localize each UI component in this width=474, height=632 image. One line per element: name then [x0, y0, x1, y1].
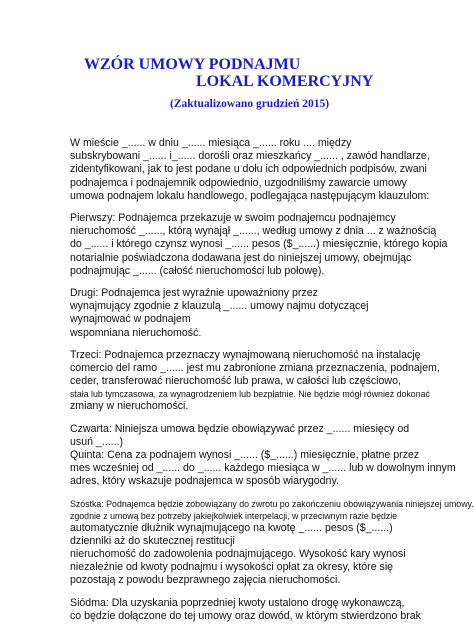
text-line: ceder, transferować nieruchomość lub prawa, w całości lub częściowo,: [70, 375, 401, 388]
text-line: notarialnie poświadczona dodawana jest do niniejszej umowy, obejmując: [70, 251, 412, 264]
text-line: wynajmować w podnajem: [70, 313, 191, 326]
text-line: Trzeci: Podnajemca przeznaczy wynajmowaną nieruchomość na instalację: [70, 348, 421, 361]
text-line: niezależnie od kwoty podnajmu i wysokości opłat za okresy, które się: [70, 561, 394, 574]
text-line: Drugi: Podnajemca jest wyraźnie upoważniony przez: [70, 287, 318, 300]
text-line-small: stała lub tymczasowa, za wynagrodzeniem lub bezpłatnie. Nie będzie mógł również dokonać: [70, 389, 430, 400]
text-line: do _...... i którego czynsz wynosi _...... pesos ($_......) miesięcznie, którego kopia: [70, 238, 448, 251]
text-line: podnajemca i podnajemnik odpowiednio, uzgodniliśmy zawarcie umowy: [70, 176, 407, 189]
paragraph-first: [70, 212, 448, 278]
text-line: subskrybowani _...... i_...... dorośli oraz mieszkańcy _...... , zawód handlarze,: [70, 150, 430, 163]
paragraph-third: [70, 349, 442, 414]
text-line: dzienniki aż do skutecznej restitucji: [70, 534, 235, 547]
text-line: nieruchomość do zadowolenia podnajmującego. Wysokość kary wynosi: [70, 548, 406, 561]
text-line: Czwarta: Niniejsza umowa będzie obowiązywać przez _...... miesięcy od: [70, 422, 410, 435]
paragraph-sixth: [70, 498, 474, 588]
text-line: Quinta: Cena za podnajem wynosi _...... ($_......) miesięcznie, płatne przez: [70, 449, 420, 462]
paragraph-seventh: [70, 597, 442, 623]
text-line-small: zgodnie z umową bez potrzeby jakiejkolwiek interpelacji, w przeciwnym razie będzie: [70, 510, 398, 521]
text-line: usuń _......): [70, 435, 123, 448]
document-subtitle: (Zaktualizowano grudzień 2015): [170, 98, 330, 110]
paragraph-intro: [70, 137, 442, 203]
text-line: comercio del ramo _...... jest mu zabronione zmiana przeznaczenia, podnajem,: [70, 362, 440, 375]
text-line: wspomniana nieruchomość.: [70, 326, 202, 339]
text-line: adres, który wskazuje podnajemca w sposób wiarygodny.: [70, 475, 339, 488]
text-line: podnajmując _...... (całość nieruchomości lub połowę).: [70, 264, 325, 277]
text-line: automatycznie dłużnik wynajmującego na kwotę _...... pesos ($_......): [70, 521, 393, 534]
text-line: mes wcześniej od _...... do _...... każdego miesiąca w _...... lub w dowolnym innym: [70, 462, 456, 475]
text-line: wynajmujący zgodnie z klauzulą _...... umowy najmu dotyczącej: [70, 300, 369, 313]
document-body: [70, 137, 474, 632]
text-line: pozostają z powodu bezprawnego zajęcia nieruchomości.: [70, 574, 341, 587]
document-title-line-2: LOKAL KOMERCYJNY: [196, 73, 374, 90]
document-title-line-1: WZÓR UMOWY PODNAJMU: [84, 56, 301, 73]
text-line: umowa podnajem lokalu handlowego, podlegająca następującym klauzulom:: [70, 189, 430, 202]
paragraph-second: [70, 287, 442, 340]
text-line: co będzie dołączone do tej umowy oraz dowód, w którym stwierdzono brak: [70, 609, 421, 622]
text-line: Pierwszy: Podnajemca przekazuje w swoim podnajemcu podnajemcy: [70, 212, 396, 225]
text-line-small: Szóstka: Podnajemca będzie zobowiązany do zwrotu po zakończeniu obowiązywania niniejszej umowy.: [70, 498, 474, 509]
text-line: Siódma: Dla uzyskania poprzedniej kwoty ustalono drogę wykonawczą,: [70, 596, 405, 609]
text-line: nieruchomość _......, którą wynajął _......, według umowy z dnia ... z ważnością: [70, 225, 437, 238]
paragraph-fourth-fifth: [70, 422, 456, 489]
text-line: zidentyfikowani, jak to jest podane u dołu ich odpowiednich podpisów, zwani: [70, 163, 427, 176]
text-line: W mieście _...... w dniu _...... miesiąca _...... roku .... między: [70, 137, 352, 149]
text-line: zmiany w nieruchomości.: [70, 400, 189, 413]
